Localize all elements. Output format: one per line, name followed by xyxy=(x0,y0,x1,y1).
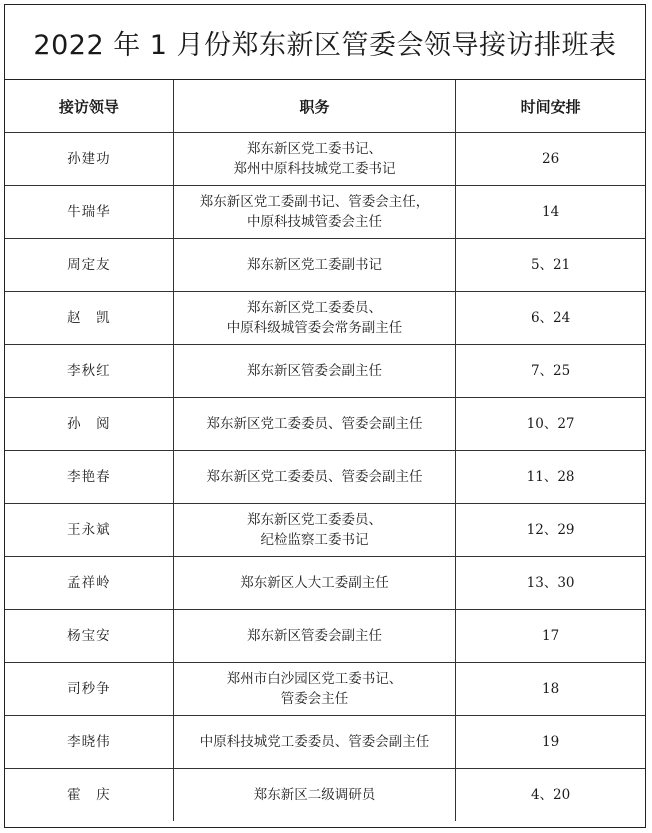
leader-name: 王永斌 xyxy=(5,504,173,557)
leader-name: 赵 凯 xyxy=(5,292,173,345)
leader-name: 李艳春 xyxy=(5,451,173,504)
table-row xyxy=(5,292,645,345)
schedule-days: 18 xyxy=(456,663,645,716)
table-row xyxy=(5,716,645,769)
table-row xyxy=(5,663,645,716)
table-row xyxy=(5,186,645,239)
leader-position: 郑东新区党工委委员、 纪检监察工委书记 xyxy=(173,504,455,557)
leader-position: 郑东新区党工委委员、 中原科级城管委会常务副主任 xyxy=(173,292,455,345)
schedule-table xyxy=(5,80,645,821)
document-title: 2022 年 1 月份郑东新区管委会领导接访排班表 xyxy=(5,5,645,80)
header-leader: 接访领导 xyxy=(5,80,173,133)
schedule-sheet xyxy=(4,4,646,828)
leader-position: 郑东新区党工委书记、 郑州中原科技城党工委书记 xyxy=(173,133,455,186)
schedule-days: 7、25 xyxy=(456,345,645,398)
leader-name: 孟祥岭 xyxy=(5,557,173,610)
table-row xyxy=(5,133,645,186)
leader-name: 李秋红 xyxy=(5,345,173,398)
table-row xyxy=(5,239,645,292)
leader-position: 郑东新区党工委副书记、管委会主任， 中原科技城管委会主任 xyxy=(173,186,455,239)
leader-position: 郑东新区党工委委员、管委会副主任 xyxy=(173,451,455,504)
schedule-days: 5、21 xyxy=(456,239,645,292)
table-row xyxy=(5,398,645,451)
table-row xyxy=(5,557,645,610)
header-position: 职务 xyxy=(173,80,455,133)
leader-name: 杨宝安 xyxy=(5,610,173,663)
leader-name: 霍 庆 xyxy=(5,769,173,822)
table-row xyxy=(5,610,645,663)
table-row xyxy=(5,769,645,822)
leader-position: 郑东新区人大工委副主任 xyxy=(173,557,455,610)
schedule-days: 26 xyxy=(456,133,645,186)
leader-name: 司秒争 xyxy=(5,663,173,716)
leader-position: 郑东新区党工委副书记 xyxy=(173,239,455,292)
leader-position: 郑州市白沙园区党工委书记、 管委会主任 xyxy=(173,663,455,716)
leader-name: 李晓伟 xyxy=(5,716,173,769)
leader-position: 中原科技城党工委委员、管委会副主任 xyxy=(173,716,455,769)
leader-name: 牛瑞华 xyxy=(5,186,173,239)
leader-name: 周定友 xyxy=(5,239,173,292)
table-row xyxy=(5,451,645,504)
leader-name: 孙 阅 xyxy=(5,398,173,451)
schedule-days: 6、24 xyxy=(456,292,645,345)
schedule-days: 11、28 xyxy=(456,451,645,504)
schedule-days: 4、20 xyxy=(456,769,645,822)
header-row xyxy=(5,80,645,133)
table-body xyxy=(5,133,645,822)
table-row xyxy=(5,504,645,557)
leader-position: 郑东新区二级调研员 xyxy=(173,769,455,822)
leader-name: 孙建功 xyxy=(5,133,173,186)
leader-position: 郑东新区管委会副主任 xyxy=(173,345,455,398)
schedule-days: 14 xyxy=(456,186,645,239)
leader-position: 郑东新区管委会副主任 xyxy=(173,610,455,663)
leader-position: 郑东新区党工委委员、管委会副主任 xyxy=(173,398,455,451)
header-schedule: 时间安排 xyxy=(456,80,645,133)
schedule-days: 13、30 xyxy=(456,557,645,610)
schedule-days: 12、29 xyxy=(456,504,645,557)
schedule-days: 10、27 xyxy=(456,398,645,451)
table-row xyxy=(5,345,645,398)
schedule-days: 19 xyxy=(456,716,645,769)
schedule-days: 17 xyxy=(456,610,645,663)
